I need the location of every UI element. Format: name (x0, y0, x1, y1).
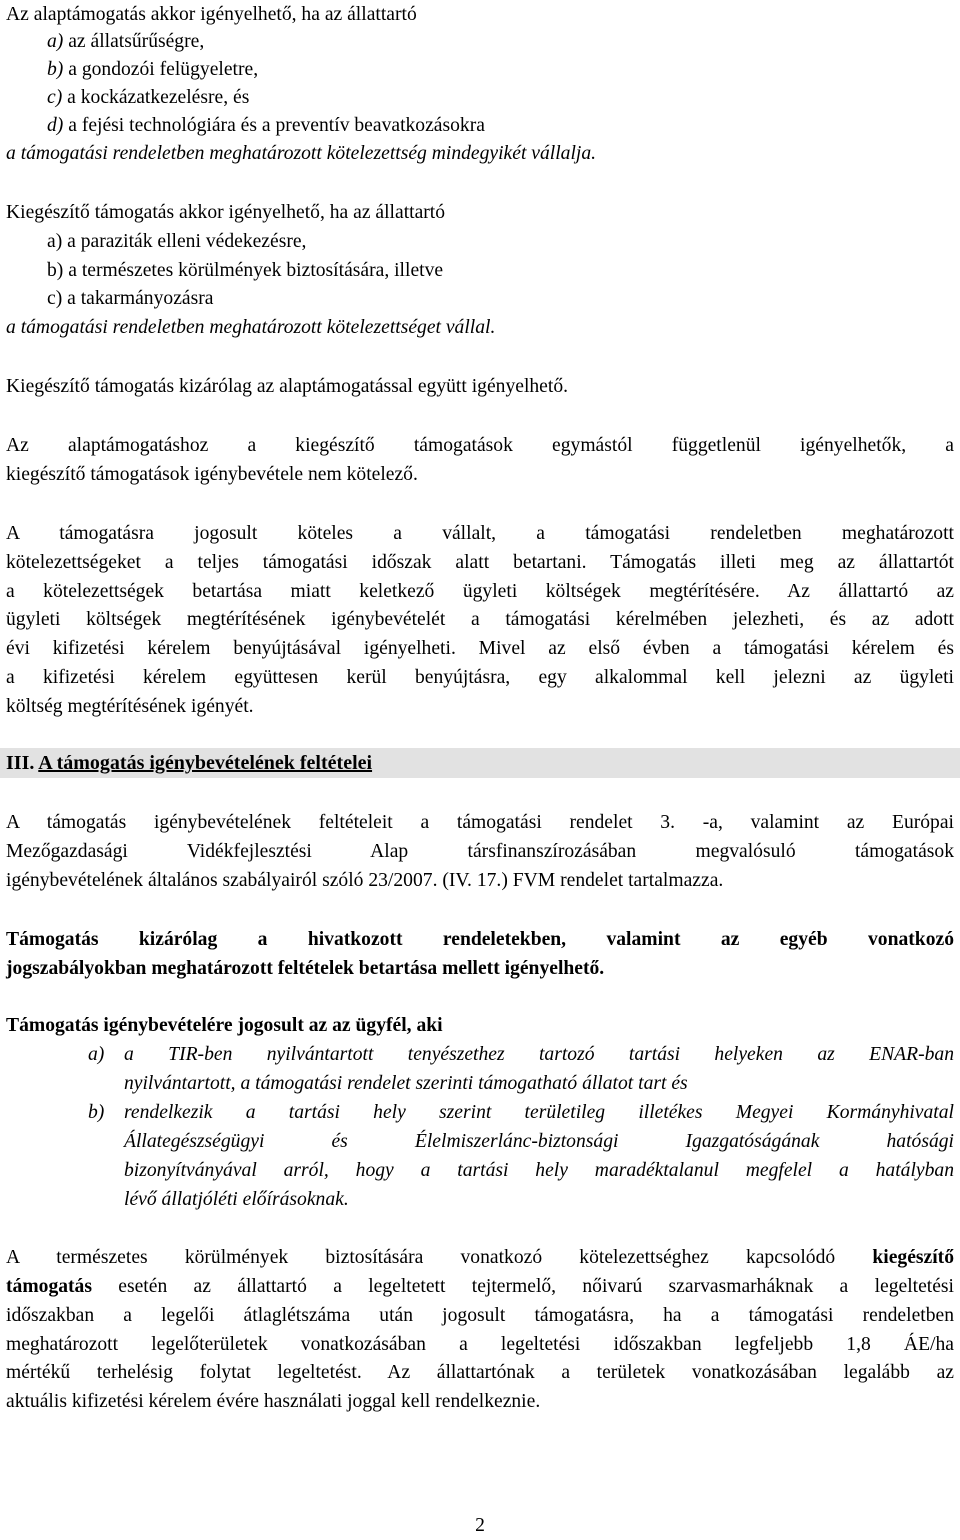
list-label: c) (47, 87, 63, 108)
page-number: 2 (475, 1515, 485, 1536)
kiegeszito-closing: a támogatási rendeletben meghatározott kötelezettséget vállal. (6, 317, 496, 338)
section-heading (6, 749, 372, 778)
list-item (47, 83, 249, 112)
list-item-line: rendelkezik a tartási hely szerint területileg illetékes Megyei Kormányhivatal (124, 1102, 954, 1123)
list-label: d) (47, 115, 64, 136)
list-text: a kockázatkezelésre, és (62, 87, 250, 108)
kiegeszito-intro: Kiegészítő támogatás akkor igényelhető, ha az állattartó (6, 202, 446, 223)
section-title: A támogatás igénybevételének feltételei (38, 752, 373, 774)
paragraph-line: évi kifizetési kérelem benyújtásával igényelheti. Mivel az első évben a támogatási kérelem és (6, 638, 954, 659)
paragraph-line: ügyleti költségek megtérítésének igénybevételét a támogatási kérelmében jelezheti, és az adott (6, 609, 954, 630)
paragraph-kizarolag: Kiegészítő támogatás kizárólag az alaptámogatással együtt igényelhető. (6, 376, 569, 397)
alaptamogatas-closing: a támogatási rendeletben meghatározott kötelezettség mindegyikét vállalja. (6, 143, 597, 164)
list-text: a gondozói felügyeletre, (63, 59, 259, 80)
paragraph-line: a kötelezettségek betartása miatt keletkező ügyleti költségek megtérítésére. Az állattartó az (6, 581, 954, 602)
paragraph-line: A támogatás igénybevételének feltételeit a támogatási rendelet 3. -a, valamint az Európai (6, 812, 954, 833)
list-label: a) (47, 31, 64, 52)
paragraph-line: költség megtérítésének igényét. (6, 696, 254, 717)
list-item-line: bizonyítványával arról, hogy a tartási hely maradéktalanul megfelel a hatályban (124, 1160, 954, 1181)
paragraph-line: A támogatásra jogosult köteles a vállalt, a támogatási rendeletben meghatározott (6, 523, 954, 544)
list-text: az állatsűrűségre, (63, 31, 205, 52)
text-run: esetén az állattartó a legeltetett tejtermelő, nőivarú szarvasmarháknak a legeltetési (91, 1276, 954, 1297)
list-item (47, 27, 204, 56)
list-label: a) (88, 1044, 105, 1065)
jogosult-intro: Támogatás igénybevételére jogosult az az ügyfél, aki (6, 1015, 443, 1036)
paragraph-line: Mezőgazdasági Vidékfejlesztési Alap társfinanszírozásában megvalósuló támogatások (6, 841, 954, 862)
list-item: c) a takarmányozásra (47, 288, 214, 309)
paragraph-line (6, 1272, 954, 1301)
list-label: b) (47, 59, 64, 80)
paragraph-line: a kifizetési kérelem együttesen kerül benyújtásra, egy alkalommal kell jelezni az ügyleti (6, 667, 954, 688)
paragraph-line: időszakban a legelői átlaglétszáma után jogosult támogatásra, ha a támogatási rendeletben (6, 1305, 954, 1326)
list-item-line: Állategészségügyi és Élelmiszerlánc-biztonsági Igazgatóságának hatósági (124, 1131, 954, 1152)
list-item-line: nyilvántartott, a támogatási rendelet szerinti támogatható állatot tart és (124, 1073, 688, 1094)
paragraph-line: kötelezettségeket a teljes támogatási időszak alatt betartani. Támogatás illeti meg az állattartót (6, 552, 954, 573)
paragraph-line: kiegészítő támogatások igénybevétele nem kötelező. (6, 464, 418, 485)
paragraph-line: Támogatás kizárólag a hivatkozott rendeletekben, valamint az egyéb vonatkozó (6, 929, 954, 950)
alaptamogatas-intro: Az alaptámogatás akkor igényelhető, ha az állattartó (6, 4, 417, 25)
list-item: a) a paraziták elleni védekezésre, (47, 231, 307, 252)
paragraph-line: Az alaptámogatáshoz a kiegészítő támogatások egymástól függetlenül igényelhetők, a (6, 435, 954, 456)
paragraph-line: mértékű terhelésig folytat legeltetést. Az állattartónak a területek vonatkozásában legalább az (6, 1362, 954, 1383)
list-item (47, 111, 485, 140)
text-run: A természetes körülmények biztosítására vonatkozó kötelezettséghez kapcsolódó (6, 1247, 873, 1268)
list-label: b) (88, 1102, 105, 1123)
list-text: a fejési technológiára és a preventív beavatkozásokra (63, 115, 485, 136)
list-item (47, 55, 258, 84)
paragraph-line: aktuális kifizetési kérelem évére használati joggal kell rendelkeznie. (6, 1391, 541, 1412)
paragraph-line: meghatározott legelőterületek vonatkozásában a legeltetési időszakban legfeljebb 1,8 ÁE/ha (6, 1334, 954, 1355)
list-item-line: a TIR-ben nyilvántartott tenyészethez tartozó tartási helyeken az ENAR-ban (124, 1044, 954, 1065)
paragraph-line (6, 1243, 954, 1272)
list-item-line: lévő állatjóléti előírásoknak. (124, 1189, 349, 1210)
paragraph-line: jogszabályokban meghatározott feltételek betartása mellett igényelhető. (6, 958, 605, 979)
section-number: III. (6, 752, 35, 774)
paragraph-line: igénybevételének általános szabályairól szóló 23/2007. (IV. 17.) FVM rendelet tartalmazza. (6, 870, 724, 891)
bold-term: támogatás (6, 1276, 92, 1297)
bold-term: kiegészítő (872, 1247, 954, 1268)
list-item: b) a természetes körülmények biztosítására, illetve (47, 260, 444, 281)
